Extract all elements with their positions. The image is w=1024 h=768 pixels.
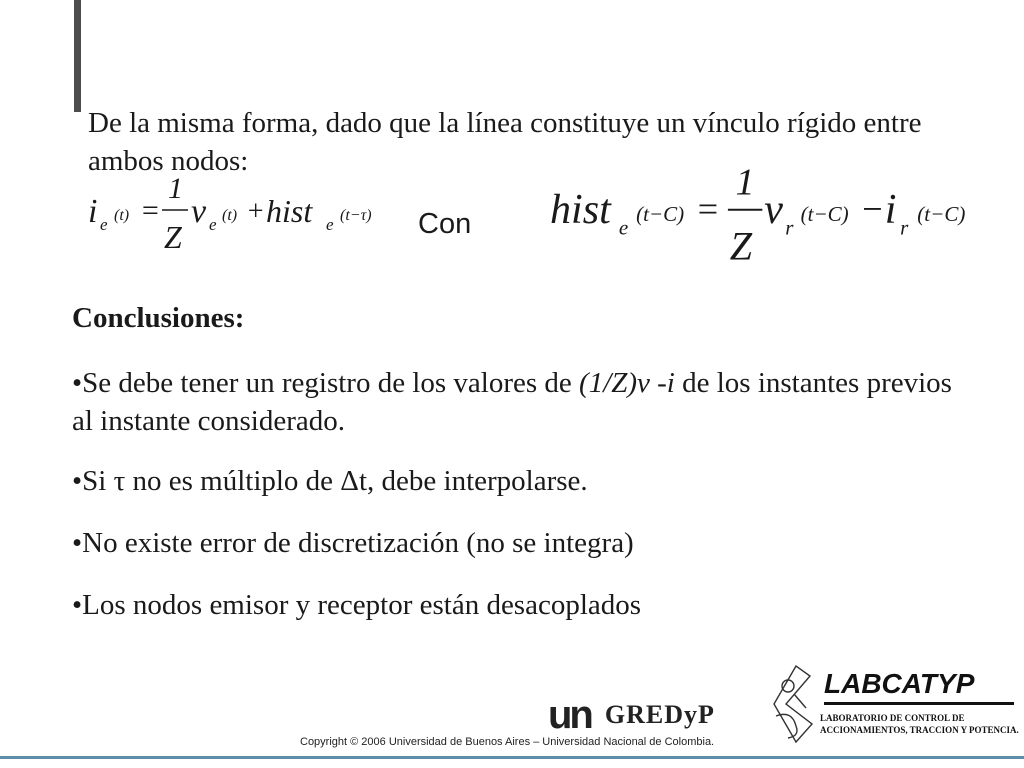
eq2-minus: − bbox=[859, 189, 885, 230]
eq1-hist-arg: (t−τ) bbox=[340, 207, 372, 224]
conclusions-heading: Conclusiones: bbox=[72, 302, 245, 334]
title-accent-bar bbox=[74, 0, 81, 112]
eq2-i-sub: r bbox=[900, 215, 909, 240]
eq1-hist: hist bbox=[266, 193, 313, 229]
eq2-i: i bbox=[884, 187, 897, 234]
eq2-hist-arg: (t−C) bbox=[636, 202, 685, 227]
eq2-equals: = bbox=[695, 189, 720, 230]
bullet-registro bbox=[72, 364, 952, 440]
eq1-plus: + bbox=[246, 196, 265, 227]
labcatyp-line2: ACCIONAMIENTOS, TRACCION Y POTENCIA. bbox=[820, 725, 1019, 735]
eq2-hist: hist bbox=[550, 187, 611, 234]
bullet-registro-pre: •Se debe tener un registro de los valores de bbox=[72, 367, 580, 399]
eq2-v-arg: (t−C) bbox=[800, 202, 849, 227]
eq1-v-sub: e bbox=[209, 215, 217, 234]
eq1-lhs: i bbox=[88, 193, 98, 230]
eq2-hist-sub: e bbox=[618, 215, 629, 240]
labcatyp-emblem-icon bbox=[766, 664, 818, 744]
eq2-v: v bbox=[764, 187, 783, 234]
eq2-frac-den: Z bbox=[729, 223, 753, 269]
bullet-interpolar: •Si τ no es múltiplo de Δt, debe interpolarse. bbox=[72, 465, 588, 497]
eq1-v-arg: (t) bbox=[222, 207, 238, 224]
labcatyp-title: LABCATYP bbox=[824, 668, 975, 699]
un-logo: un bbox=[548, 693, 591, 737]
bullet-registro-post: de los instantes previos al instante considerado. bbox=[72, 367, 952, 437]
bullet-discretizacion: •No existe error de discretización (no se integra) bbox=[72, 527, 634, 559]
footer-logos bbox=[548, 693, 715, 737]
eq1-lhs-sub: e bbox=[100, 215, 108, 234]
labcatyp-subtitle bbox=[820, 712, 1019, 736]
gredyp-logo: GREDyP bbox=[604, 700, 715, 729]
intro-text: De la misma forma, dado que la línea constituye un vínculo rígido entre ambos nodos: bbox=[88, 107, 922, 177]
bullet-registro-italic: (1/Z)v -i bbox=[579, 367, 675, 399]
eq2-v-sub: r bbox=[785, 215, 794, 240]
eq1-lhs-arg: (t) bbox=[114, 207, 130, 224]
eq1-hist-sub: e bbox=[326, 215, 334, 234]
bullet-desacoplados: •Los nodos emisor y receptor están desacoplados bbox=[72, 589, 642, 621]
eq1-frac-den: Z bbox=[164, 219, 182, 255]
equation-hist bbox=[540, 160, 1000, 270]
con-label: Con bbox=[418, 208, 472, 240]
eq2-frac-num: 1 bbox=[735, 161, 755, 204]
labcatyp-line1: LABORATORIO DE CONTROL DE bbox=[820, 713, 965, 723]
eq2-i-arg: (t−C) bbox=[917, 202, 966, 227]
equation-ie bbox=[88, 170, 408, 260]
labcatyp-divider bbox=[824, 702, 1014, 705]
eq1-equals: = bbox=[140, 194, 161, 227]
eq1-v: v bbox=[191, 193, 207, 230]
footer-rule bbox=[0, 756, 1024, 759]
copyright-text: Copyright © 2006 Universidad de Buenos Aires – Universidad Nacional de Colombia. bbox=[300, 736, 715, 748]
eq1-frac-num: 1 bbox=[168, 172, 183, 205]
